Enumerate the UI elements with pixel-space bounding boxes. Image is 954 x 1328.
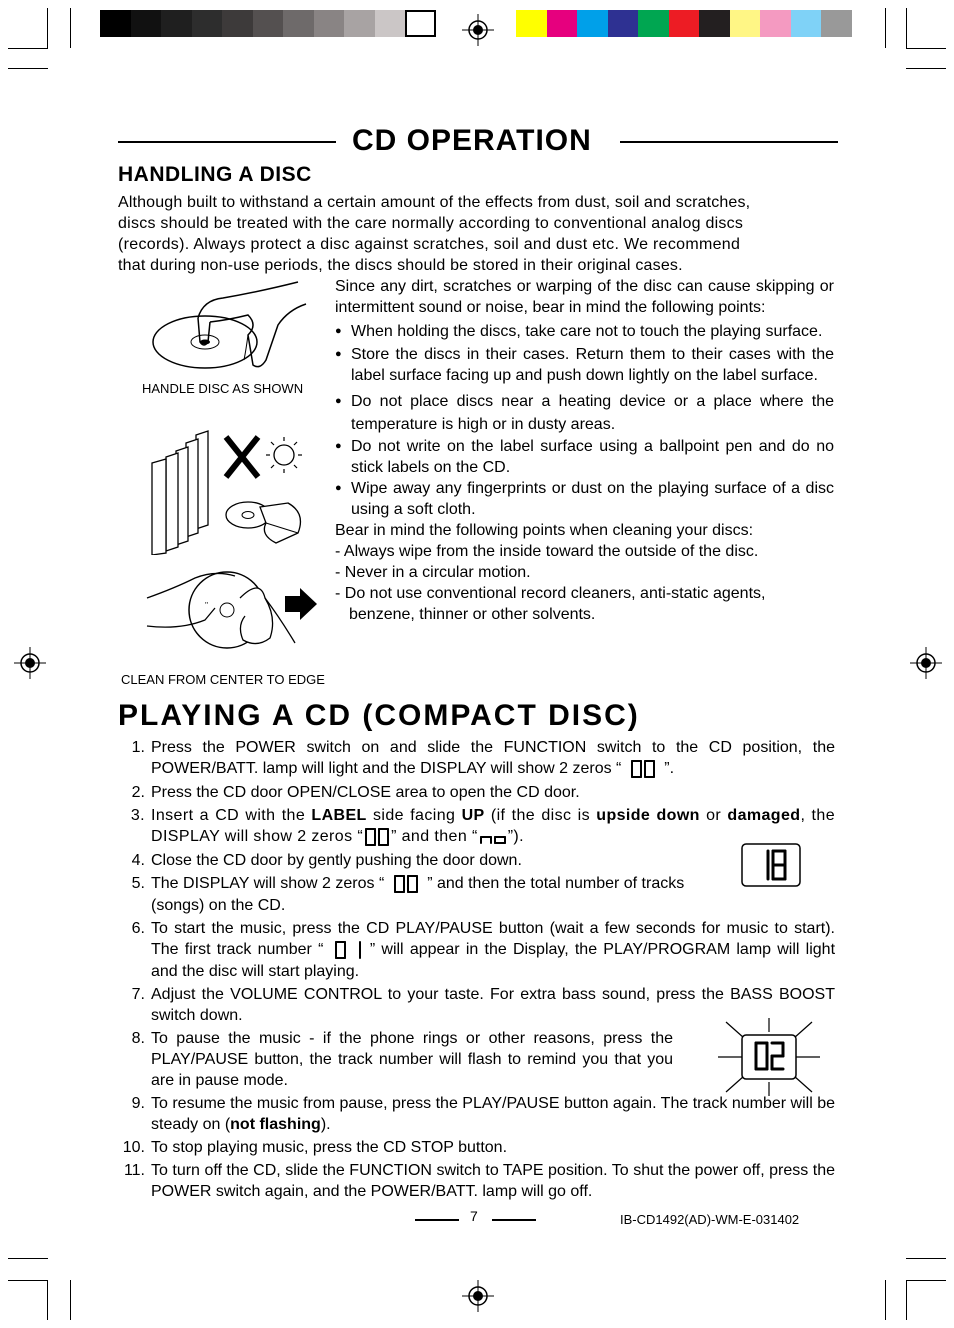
section-heading-playing: PLAYING A CD (COMPACT DISC) [118,699,640,732]
step-number: 5. [131,875,145,892]
display-zeros-icon [363,826,391,848]
color-swatch [730,10,761,37]
color-swatch [760,10,791,37]
color-swatch [253,10,284,37]
color-swatch [577,10,608,37]
step-item [117,805,835,848]
document-code: IB-CD1492(AD)-WM-E-031402 [620,1212,800,1227]
step-text: side facing [366,807,462,824]
step-item [117,1028,673,1091]
color-swatch [222,10,253,37]
crop-mark [885,1280,886,1320]
cleaning-point: benzene, thinner or other solvents. [349,606,596,623]
intro-line: discs should be treated with the care normally according to conventional analog discs [118,215,744,232]
step-item [117,1137,835,1158]
step-text: ”. [664,760,675,778]
step-text: To start the music, press the CD PLAY/PAUSE button (wait a few seconds for music to start). The first track number “ [151,920,835,959]
step-bold: upside down [596,807,700,824]
step-item [117,782,835,803]
bullet-item: ● Store the discs in their cases. Return them to their cases with the label surface facing up and push down lightly on the label surface. [335,344,834,386]
step-number: 8. [131,1030,145,1047]
step-number: 4. [131,852,145,869]
step-text: ” and then “ [391,828,478,846]
step-number: 7. [131,986,145,1003]
step-text: Press the POWER switch on and slide the FUNCTION switch to the CD position, the POWER/BATT. lamp will light and the DISPLAY will show 2 zeros “ [151,739,835,778]
display-pause-flash-icon [718,1018,820,1096]
caption-clean-disc: CLEAN FROM CENTER TO EDGE [121,672,325,687]
bullet-item: ● When holding the discs, take care not to touch the playing surface. [335,321,834,342]
crop-mark [47,8,48,48]
step-number: 9. [131,1095,145,1112]
registration-mark-icon [14,647,46,679]
crop-mark [8,1280,48,1281]
step-item [117,737,835,780]
registration-mark-icon [910,647,942,679]
step-number: 3. [130,807,145,824]
playing-steps-list [117,737,835,1204]
display-zeros-icon [389,873,423,895]
step-number: 2. [131,784,145,801]
cleaning-point: - Never in a circular motion. [335,564,531,581]
intro-line: (records). Always protect a disc against scratches, soil and dust etc. We recommend [118,236,741,253]
footer-rule-left [415,1219,459,1221]
step-text: or [699,807,728,824]
step-text: (if the disc is [484,807,597,824]
color-swatch [699,10,730,37]
crop-mark [70,1280,71,1320]
display-track-count-icon [741,843,801,887]
step-bold: UP [461,807,485,824]
step-number: 6. [131,920,145,937]
color-swatch [405,10,436,37]
step-text: ” will appear in the Display, the PLAY/PROGRAM lamp will light and the disc will start playing. [151,941,836,980]
crop-mark [8,48,48,49]
step-item [117,873,701,916]
hand-holding-disc-illustration [148,280,308,375]
step-number: 1. [131,739,145,756]
step-text: To pause the music - if the phone rings or other reasons, press the PLAY/PAUSE button, the track number will flash to remind you that you are in pause mode. [151,1030,673,1089]
step-text: ”). [507,828,525,846]
footer-rule-right [492,1219,536,1221]
intro-line: that during non-use periods, the discs should be stored in their original cases. [118,257,683,274]
color-swatch [100,10,131,37]
step-item [117,1160,835,1202]
crop-mark [8,1258,48,1259]
color-swatch [791,10,822,37]
step-text: Close the CD door by gently pushing the door down. [151,852,522,869]
display-no-icon [478,826,508,848]
cleaning-point: - Always wipe from the inside toward the outside of the disc. [335,543,759,560]
step-text: ” and then the total number of tracks (songs) on the CD. [151,875,685,914]
section-heading-handling: HANDLING A DISC [118,163,312,186]
color-swatch [314,10,345,37]
step-text: Adjust the VOLUME CONTROL to your taste. For extra bass sound, press the BASS BOOST switch down. [151,986,835,1024]
crop-mark [906,1280,907,1320]
color-swatch [192,10,223,37]
crop-mark [906,68,946,69]
crop-mark [906,1258,946,1259]
display-zeros-icon [626,758,660,780]
color-swatch [638,10,669,37]
step-text: To stop playing music, press the CD STOP button. [151,1139,508,1156]
step-text: , the DISPLAY will show 2 zeros “ [151,807,835,846]
step-text: Press the CD door OPEN/CLOSE area to open the CD door. [151,784,580,801]
color-swatch [516,10,547,37]
crop-mark [8,68,48,69]
step-number: 10. [122,1139,145,1156]
title-rule-left [118,141,336,143]
crop-mark [47,1280,48,1320]
crop-mark [885,8,886,48]
crop-mark [906,48,946,49]
cleaning-intro: Bear in mind the following points when cleaning your discs: [335,522,754,539]
caption-handle-disc: HANDLE DISC AS SHOWN [142,381,304,396]
bullet-item: ● Do not place discs near a heating device or a place where the temperature is high or in dusty areas. [335,390,834,436]
cleaning-point: - Do not use conventional record cleaners, anti-static agents, [335,585,766,602]
bullet-item: ● Do not write on the label surface using a ballpoint pen and do no stick labels on the CD. [335,436,834,478]
step-bold: not flashing [230,1116,321,1133]
color-swatch [161,10,192,37]
color-swatch [547,10,578,37]
step-bold: LABEL [311,807,367,824]
color-swatch [344,10,375,37]
points-intro: Since any dirt, scratches or warping of the disc can cause skipping or intermittent sound or noise, bear in mind the following points: [335,278,834,316]
color-swatch [608,10,639,37]
step-item [117,1093,835,1135]
storage-warning-illustration [148,425,313,555]
crop-mark [906,1280,946,1281]
color-swatch [283,10,314,37]
color-swatch [669,10,700,37]
step-text: The DISPLAY will show 2 zeros “ [151,875,385,893]
display-first-track-icon [330,939,364,961]
cleaning-disc-illustration [145,568,320,668]
page-number: 7 [470,1208,478,1224]
step-text: ). [320,1116,331,1133]
step-item [117,918,835,982]
page-title: CD OPERATION [352,124,592,157]
color-swatch [375,10,406,37]
step-bold: damaged [727,807,801,824]
step-text: Insert a CD with the [151,807,312,824]
step-number: 11. [123,1162,145,1179]
registration-mark-icon [462,14,494,46]
intro-paragraph [118,192,836,276]
color-swatch [821,10,852,37]
color-swatch [131,10,162,37]
step-text: To turn off the CD, slide the FUNCTION switch to TAPE position. To shut the power off, press the POWER switch again, and the POWER/BATT. lamp will go off. [151,1162,835,1200]
registration-mark-icon [462,1280,494,1312]
step-item [117,850,835,871]
handling-points [335,276,834,625]
bullet-item: ● Wipe away any fingerprints or dust on the playing surface of a disc using a soft cloth. [335,478,834,520]
intro-line: Although built to withstand a certain amount of the effects from dust, soil and scratches, [118,194,751,211]
crop-mark [906,8,907,48]
crop-mark [70,8,71,48]
svg-text:'': '' [205,601,209,610]
title-rule-right [620,141,838,143]
step-text: To resume the music from pause, press the PLAY/PAUSE button again. The track number will be steady on ( [151,1095,835,1133]
